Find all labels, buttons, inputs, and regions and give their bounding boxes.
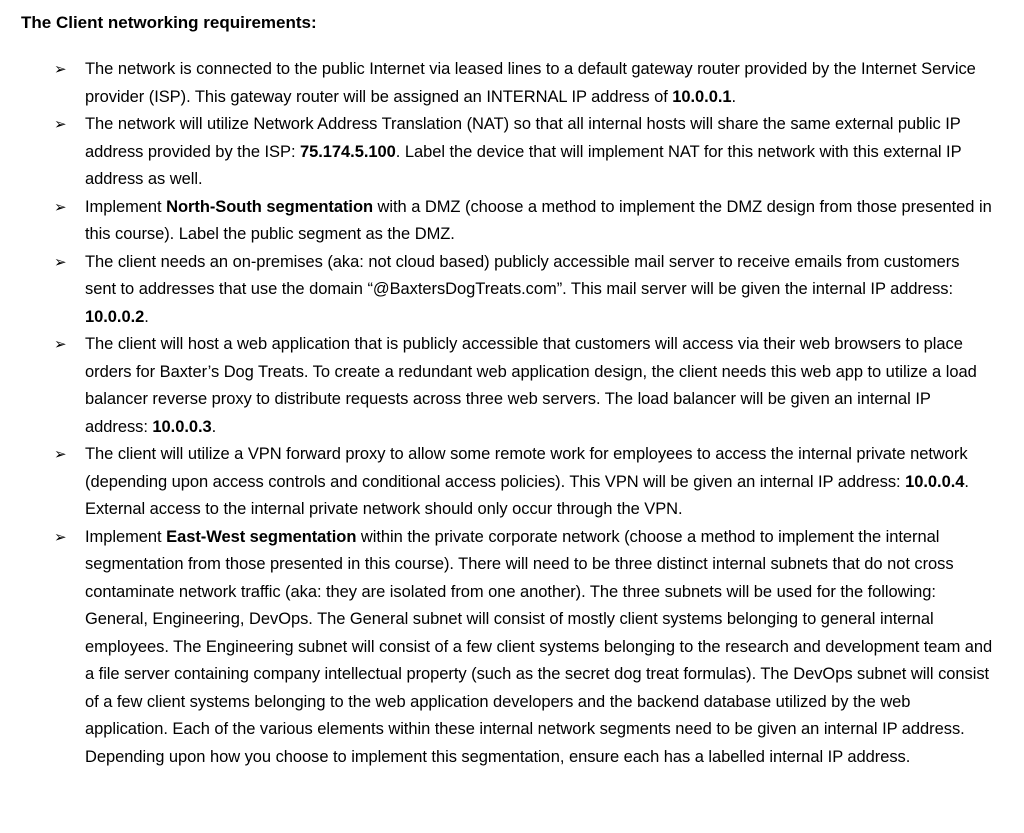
requirement-text: . xyxy=(731,87,737,106)
arrow-bullet-icon: ➢ xyxy=(54,198,67,216)
requirement-text: . xyxy=(144,307,149,326)
requirement-item xyxy=(0,249,1024,332)
requirement-item xyxy=(0,56,1024,111)
requirement-text: The client needs an on-premises (aka: not cloud based) publicly accessible mail server to receive emails from customers sent to addresses that use the domain “@BaxtersDogTreats.com”. This mail server will be given the internal IP address: xyxy=(85,252,960,298)
arrow-bullet-icon: ➢ xyxy=(54,528,67,546)
requirement-text: . Label the device that will implement NAT for this network with this external IP address as well. xyxy=(85,142,962,188)
requirement-text: The network will utilize Network Address Translation (NAT) so that all internal hosts will share the same external public IP address provided by the ISP: xyxy=(85,115,961,161)
requirement-text: with a DMZ (choose a method to implement the DMZ design from those presented in this course). Label the public segment as the DMZ. xyxy=(85,197,992,243)
requirement-text: Implement xyxy=(85,527,167,546)
emphasized-text: 10.0.0.2 xyxy=(85,307,145,326)
arrow-bullet-icon: ➢ xyxy=(54,253,67,271)
requirements-list xyxy=(0,56,1024,771)
requirement-text: within the private corporate network (choose a method to implement the internal segmentation from those presented in this course). There will need to be three distinct internal subnets that do not cross contaminate network traffic (aka: they are isolated from one another). The three subnets will be used for the following: General, Engineering, DevOps. The General subnet will consist of mostly client systems belonging to general internal employees. The Engineering subnet will consist of a few client systems belonging to the research and development team and a file server containing company intellectual property (such as the secret dog treat formulas). The DevOps subnet will consist of a few client systems belonging to the web application developers and the backend database utilized by the web application. Each of the various elements within these internal network segments need to be given an internal IP address. Depending upon how you choose to implement this segmentation, ensure each has a labelled internal IP address. xyxy=(85,527,993,766)
emphasized-text: 10.0.0.1 xyxy=(672,87,732,106)
arrow-bullet-icon: ➢ xyxy=(54,116,67,133)
requirement-item xyxy=(0,194,1024,249)
requirement-item xyxy=(0,111,1024,194)
requirement-item xyxy=(0,441,1024,524)
requirement-item xyxy=(0,524,1024,772)
requirement-text: Implement xyxy=(85,197,167,216)
requirement-text: The client will host a web application that is publicly accessible that customers will access via their web browsers to place orders for Baxter’s Dog Treats. To create a redundant web application design, the client needs this web app to utilize a load balancer reverse proxy to distribute requests across three web servers. The load balancer will be given an internal IP address: xyxy=(85,335,977,436)
requirement-text: . xyxy=(211,417,217,436)
section-heading: The Client networking requirements: xyxy=(21,13,317,32)
arrow-bullet-icon: ➢ xyxy=(54,446,67,463)
requirement-item xyxy=(0,331,1024,441)
requirement-text: The network is connected to the public Internet via leased lines to a default gateway router provided by the Internet Service provider (ISP). This gateway router will be assigned an INTERNAL IP address of xyxy=(85,60,976,106)
arrow-bullet-icon: ➢ xyxy=(54,61,67,78)
emphasized-text: East-West segmentation xyxy=(166,527,357,546)
arrow-bullet-icon: ➢ xyxy=(54,336,67,353)
requirement-text: The client will utilize a VPN forward proxy to allow some remote work for employees to access the internal private network (depending upon access controls and conditional access policies). This VPN will be given an internal IP address: xyxy=(85,445,968,491)
emphasized-text: 10.0.0.3 xyxy=(152,417,212,436)
emphasized-text: 10.0.0.4 xyxy=(905,472,965,491)
requirement-text: . External access to the internal private network should only occur through the VPN. xyxy=(85,472,969,518)
emphasized-text: 75.174.5.100 xyxy=(300,142,396,161)
emphasized-text: North-South segmentation xyxy=(166,197,373,216)
